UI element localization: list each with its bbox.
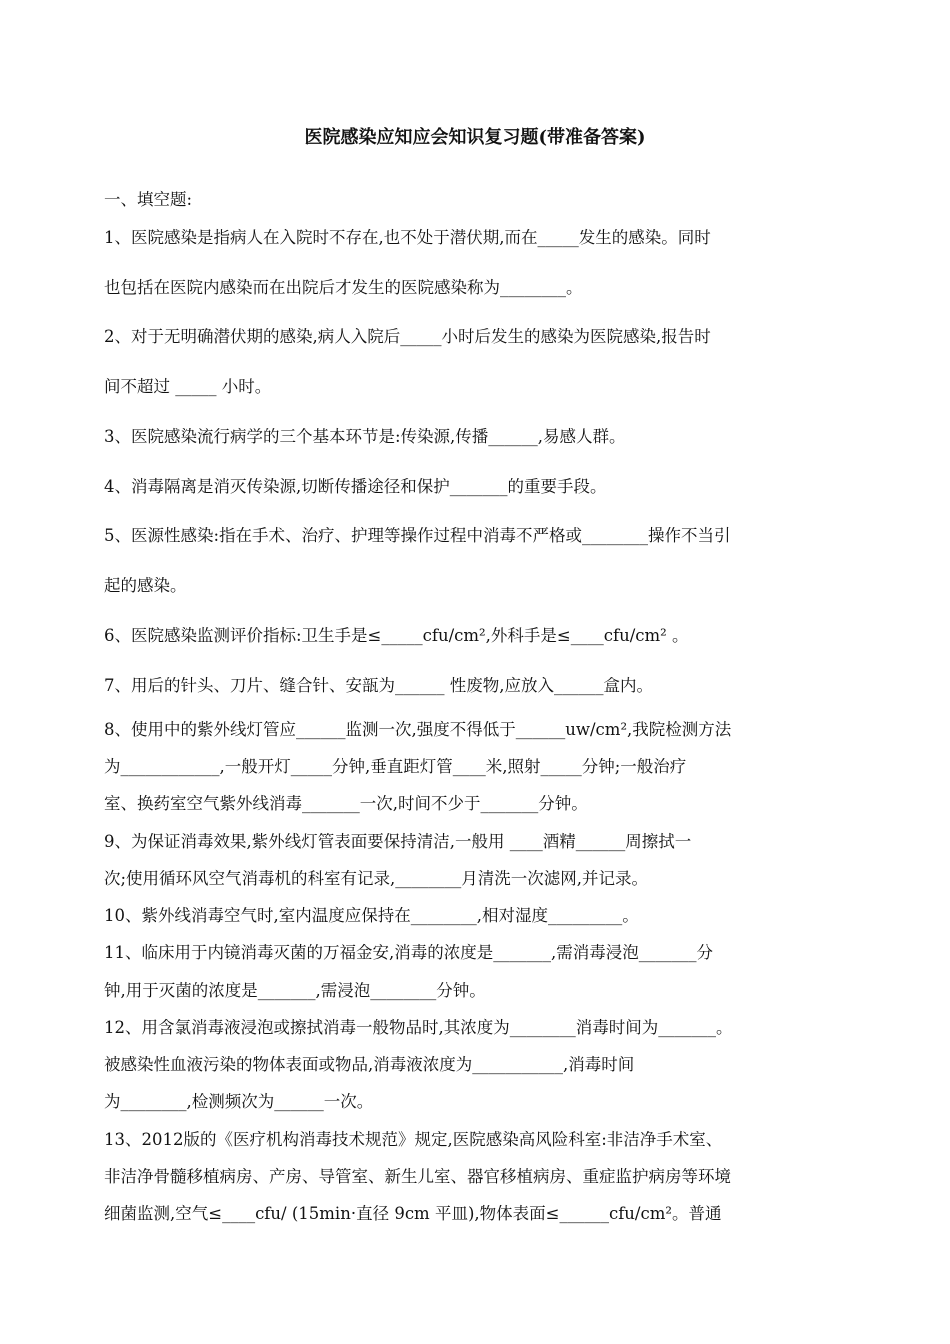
question-8-line-3: 室、换药室空气紫外线消毒_______一次,时间不少于_______分钟。 bbox=[104, 794, 588, 813]
question-9-line-2: 次;使用循环风空气消毒机的科室有记录,________月清洗一次滤网,并记录。 bbox=[104, 869, 649, 888]
question-5-line-2: 起的感染。 bbox=[104, 576, 187, 595]
question-13-line-2: 非洁净骨髓移植病房、产房、导管室、新生儿室、器官移植病房、重症监护病房等环境 bbox=[104, 1167, 731, 1186]
section-heading: 一、填空题: bbox=[104, 190, 193, 209]
question-5-line-1: 5、医源性感染:指在手术、治疗、护理等操作过程中消毒不严格或________操作不当引 bbox=[104, 526, 731, 545]
question-1-line-1: 1、医院感染是指病人在入院时不存在,也不处于潜伏期,而在_____发生的感染。同时 bbox=[104, 228, 711, 247]
question-3: 3、医院感染流行病学的三个基本环节是:传染源,传播______,易感人群。 bbox=[104, 427, 626, 446]
question-8-line-2: 为____________,一般开灯_____分钟,垂直距灯管____米,照射_____分钟;一般治疗 bbox=[104, 757, 687, 776]
question-12-line-3: 为________,检测频次为______一次。 bbox=[104, 1092, 374, 1111]
question-13-line-1: 13、2012版的《医疗机构消毒技术规范》规定,医院感染高风险科室:非洁净手术室、 bbox=[104, 1130, 723, 1149]
question-6: 6、医院感染监测评价指标:卫生手是≤_____cfu/cm²,外科手是≤____cfu/cm² 。 bbox=[104, 626, 689, 645]
question-1-line-2: 也包括在医院内感染而在出院后才发生的医院感染称为________。 bbox=[104, 278, 583, 297]
question-13-line-3: 细菌监测,空气≤____cfu/ (15min·直径 9cm 平皿),物体表面≤______cfu/cm²。普通 bbox=[104, 1204, 722, 1223]
question-2-line-1: 2、对于无明确潜伏期的感染,病人入院后_____小时后发生的感染为医院感染,报告时 bbox=[104, 327, 711, 346]
question-2-line-2: 间不超过 _____ 小时。 bbox=[104, 377, 272, 396]
question-4: 4、消毒隔离是消灭传染源,切断传播途径和保护_______的重要手段。 bbox=[104, 477, 607, 496]
question-10: 10、紫外线消毒空气时,室内温度应保持在________,相对湿度_________。 bbox=[104, 906, 639, 925]
question-11-line-2: 钟,用于灭菌的浓度是_______,需浸泡________分钟。 bbox=[104, 981, 486, 1000]
question-9-line-1: 9、为保证消毒效果,紫外线灯管表面要保持清洁,一般用 ____酒精______周擦拭一 bbox=[104, 832, 692, 851]
question-7: 7、用后的针头、刀片、缝合针、安瓿为______ 性废物,应放入______盒内。 bbox=[104, 676, 653, 695]
question-11-line-1: 11、临床用于内镜消毒灭菌的万福金安,消毒的浓度是_______,需消毒浸泡_______分 bbox=[104, 943, 713, 962]
question-12-line-2: 被感染性血液污染的物体表面或物品,消毒液浓度为___________,消毒时间 bbox=[104, 1055, 635, 1074]
question-8-line-1: 8、使用中的紫外线灯管应______监测一次,强度不得低于______uw/cm²,我院检测方法 bbox=[104, 720, 732, 739]
document-title: 医院感染应知应会知识复习题(带准备答案) bbox=[304, 127, 646, 148]
question-12-line-1: 12、用含氯消毒液浸泡或擦拭消毒一般物品时,其浓度为________消毒时间为_______。 bbox=[104, 1018, 733, 1037]
